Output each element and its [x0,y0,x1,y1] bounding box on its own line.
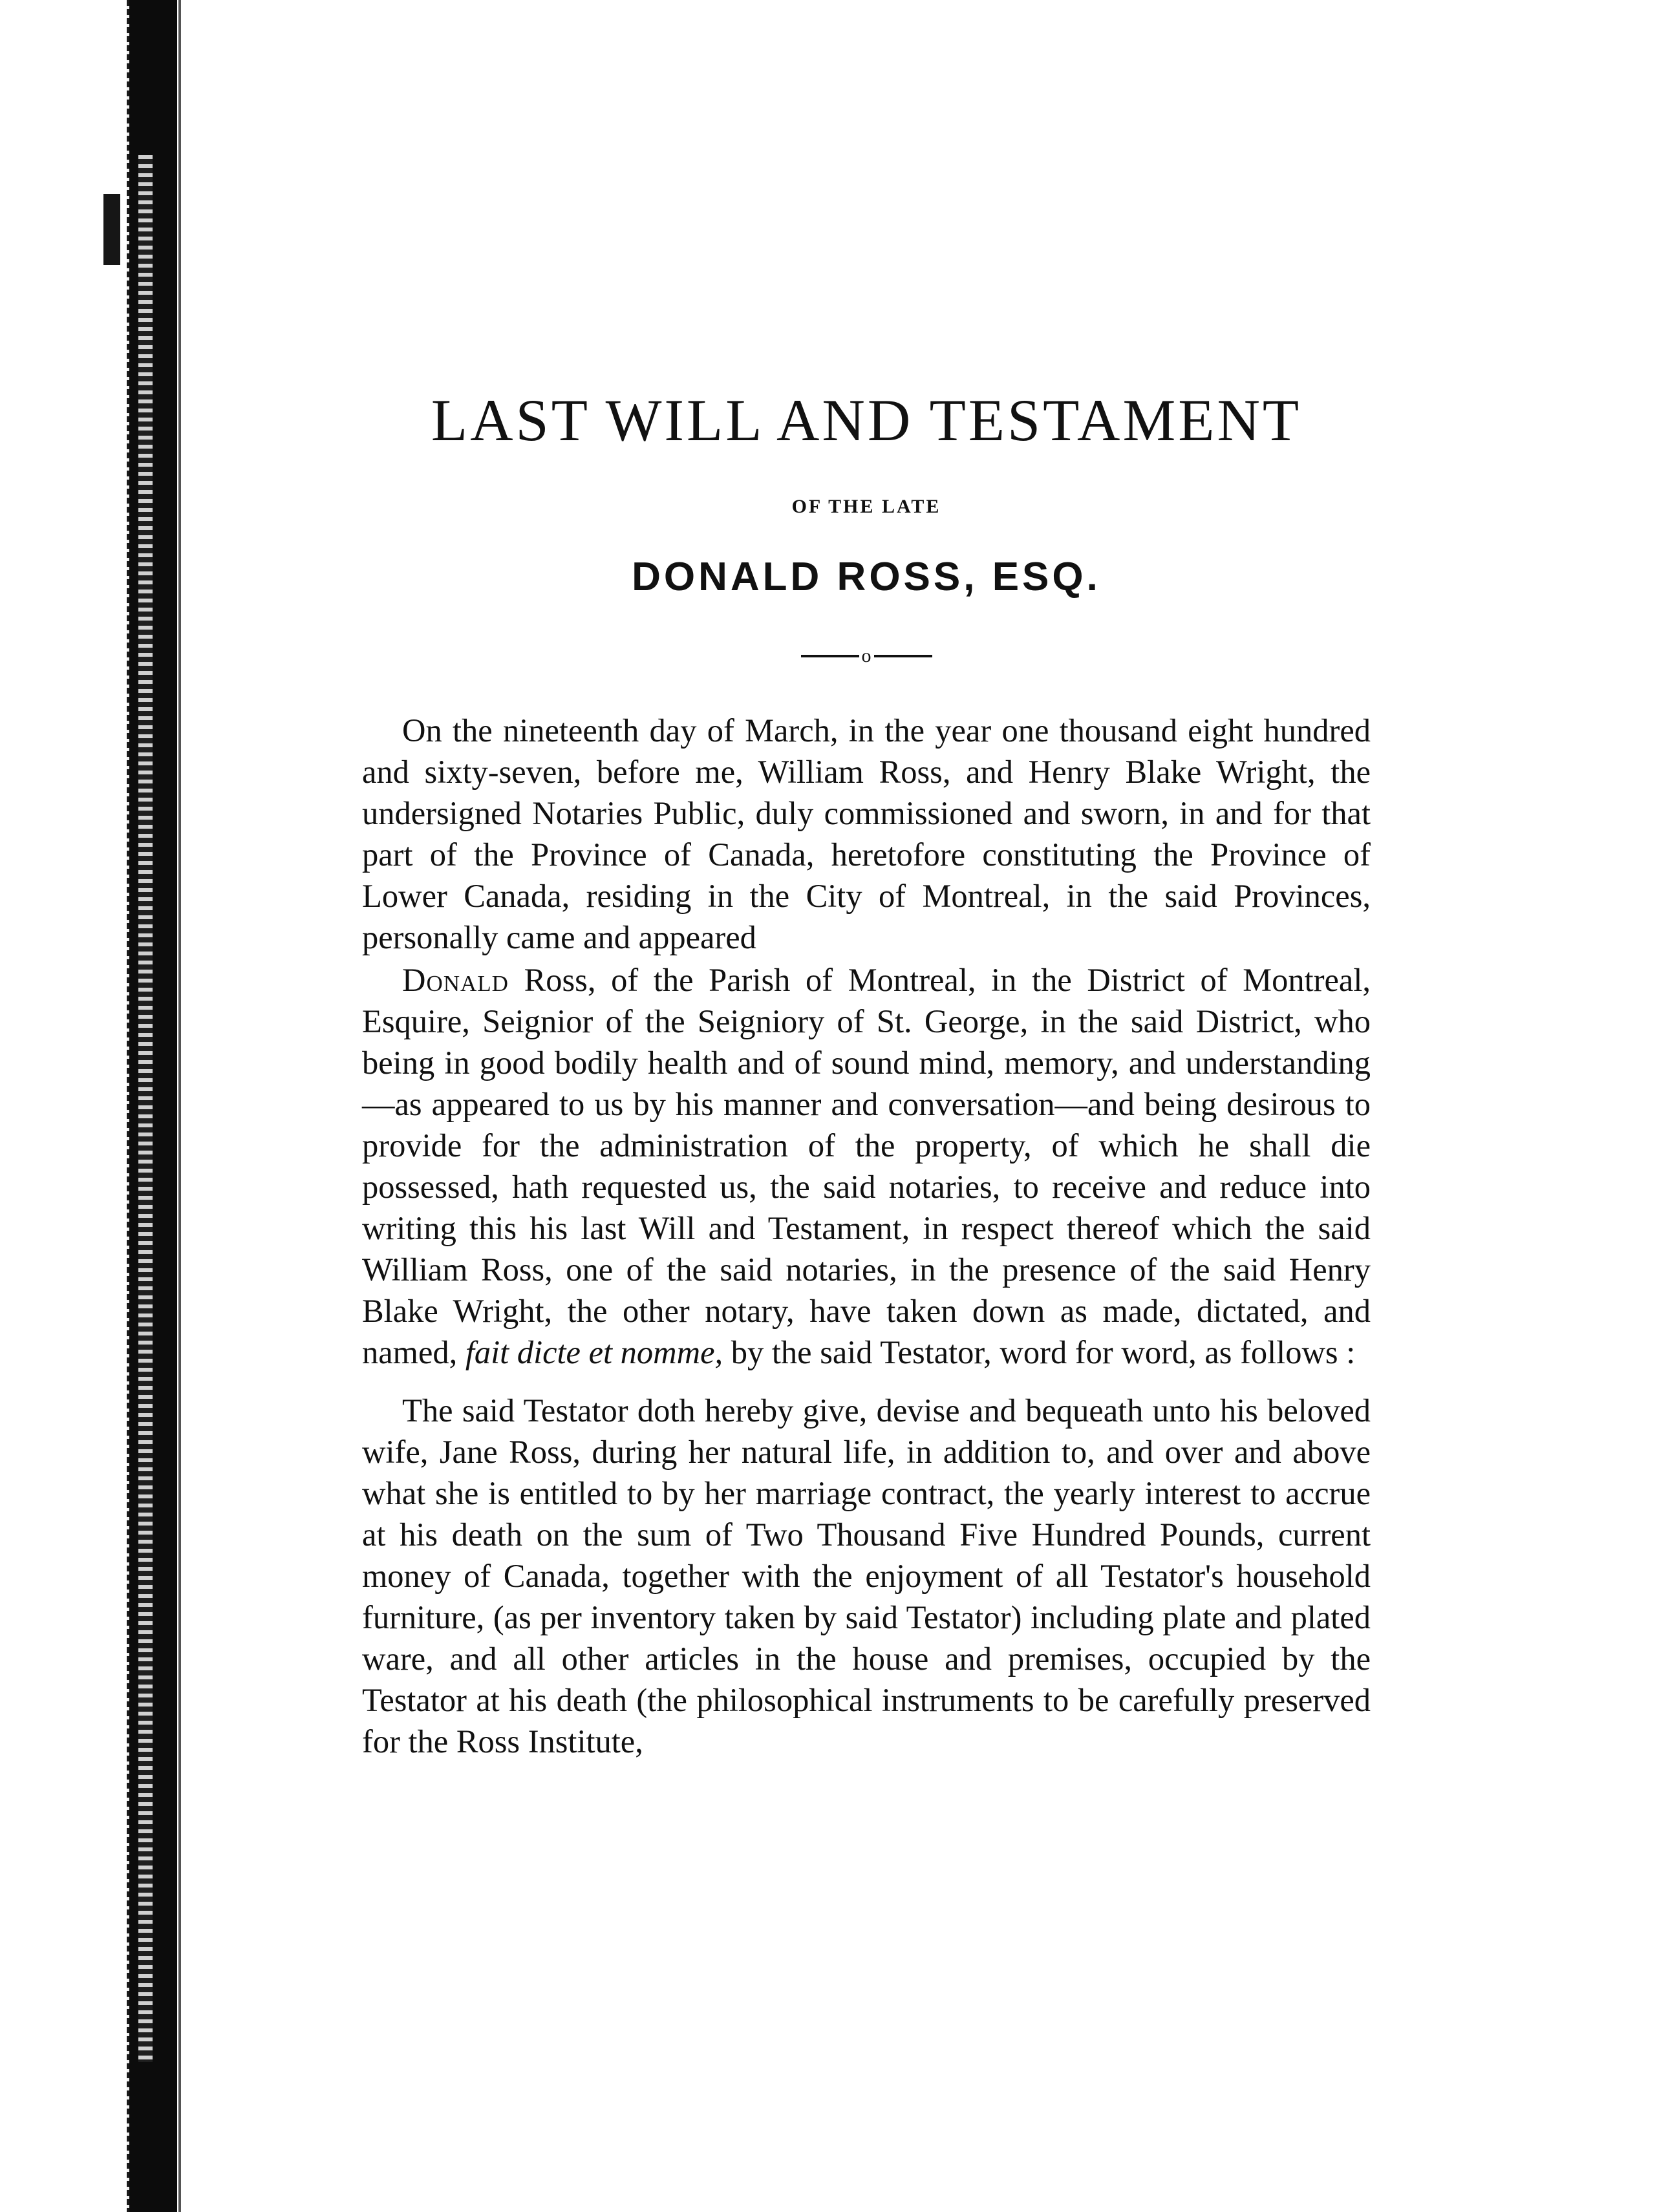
paragraph-preamble: On the nineteenth day of March, in the year one thousand eight hundred and sixty-seven, before me, William Ross, and Henry Blake Wright, the undersigned Notaries Public, duly commissioned and sworn, in and for that part of the Province of Canada, heretofore constituting the Province of Lower Canada, residing in the City of Montreal, in the said Provinces, personally came and appeared [362,712,1371,956]
testator-name: DONALD ROSS, ESQ. [632,555,1101,600]
divider-rule-left [801,655,859,657]
paragraph-testator-latin-phrase: fait dicte et nomme, [465,1334,723,1371]
paragraph-testator-text-a: Ross, of the Parish of Montreal, in the District of Montreal, Esquire, Seignior of the Seigniory of St. George, in the said District, who being in good bodily health and of sound mind, memory, and understanding—as appeared to us by his manner and conversation—and being desirous to provide for the administration of the property, of which he shall die possessed, hath requested us, the said notaries, to receive and reduce into writing this his last Will and Testament, in respect thereof which the said William Ross, one of the said notaries, in the presence of the said Henry Blake Wright, the other notary, have taken down as made, dictated, and named, [362,962,1371,1371]
testator-lead-word: Donald [402,962,509,999]
document-title: LAST WILL AND TESTAMENT [431,387,1302,453]
page-content [362,388,1371,1762]
paragraph-bequest: The said Testator doth hereby give, devise and bequeath unto his beloved wife, Jane Ross, during her natural life, in addition to, and over and above what she is entitled to by her marriage contract, the yearly interest to accrue at his death on the sum of Two Thousand Five Hundred Pounds, current money of Canada, together with the enjoyment of all Testator's household furniture, (as per inventory taken by said Testator) including plate and plated ware, and all other articles in the house and premises, occupied by the Testator at his death (the philosophical instruments to be carefully preserved for the Ross Institute, [362,1392,1371,1760]
section-divider [362,645,1371,665]
paragraph-testator [362,959,1371,1373]
book-spine [129,0,177,2212]
spine-highlight [178,0,181,2212]
document-subtitle: OF THE LATE [791,496,941,518]
paragraph-testator-text-b: by the said Testator, word for word, as follows : [723,1334,1356,1371]
divider-rule-right [874,655,932,657]
book-binding [0,0,194,2212]
divider-mark: o [861,645,871,667]
binding-thread [103,194,120,265]
binding-stitching [138,155,153,2062]
will-body [362,710,1371,1762]
